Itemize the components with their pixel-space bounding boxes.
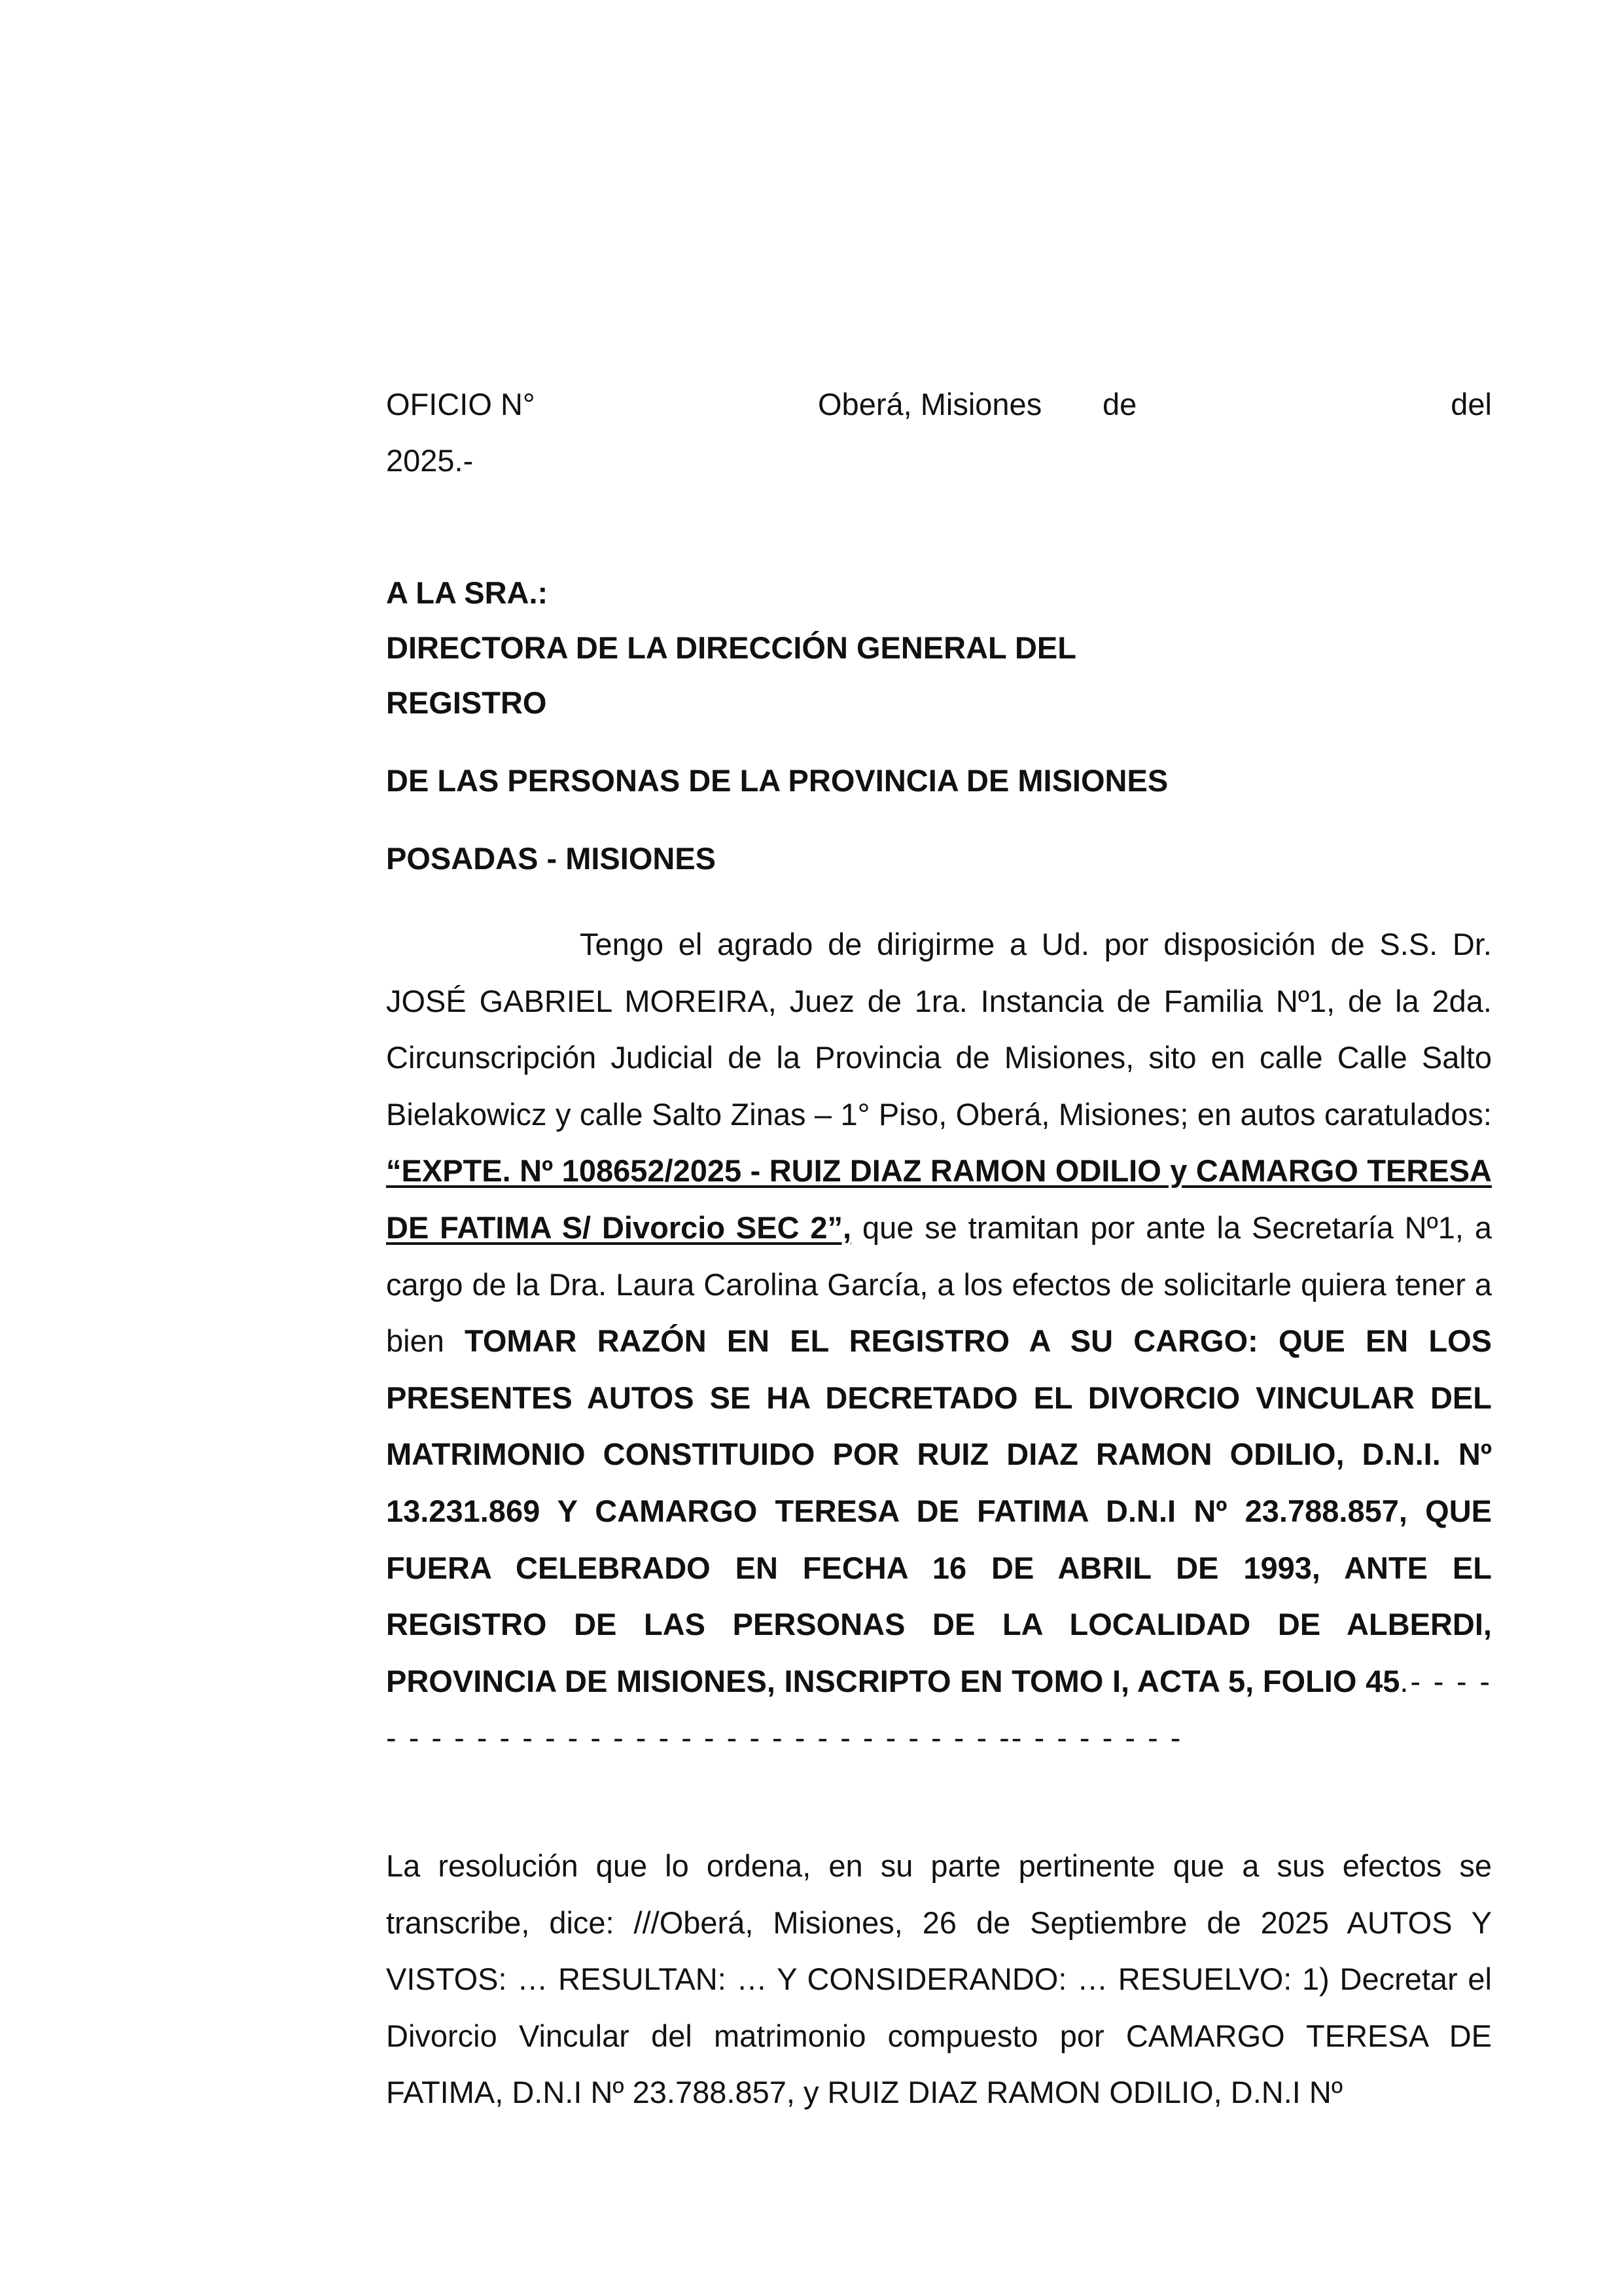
body-paragraph	[386, 916, 1492, 1767]
addressee-registry: REGISTRO	[386, 685, 547, 720]
registration-order: TOMAR RAZÓN EN EL REGISTRO A SU CARGO: QUE EN LOS PRESENTES AUTOS SE HA DECRETADO EL DIVORCIO VINCULAR DEL MATRIMONIO CONSTITUIDO POR RUIZ DIAZ RAMON ODILIO, D.N.I. Nº 13.231.869 Y CAMARGO TERESA DE FATIMA D.N.I Nº 23.788.857, QUE FUERA CELEBRADO EN FECHA 16 DE ABRIL DE 1993, ANTE EL REGISTRO DE LAS PERSONAS DE LA LOCALIDAD DE ALBERDI, PROVINCIA DE MISIONES, INSCRIPTO EN TOMO I, ACTA 5, FOLIO 45	[386, 1323, 1492, 1698]
filler-dashes: .- - - - - - - - - - - - - - - - - - - - - - - - - - - - - - - -- - - - - - - -	[386, 1663, 1492, 1755]
date-de-label: de	[1103, 387, 1137, 422]
oficio-label: OFICIO N°	[386, 387, 535, 422]
year-label: 2025.-	[386, 443, 474, 478]
case-reference: “EXPTE. Nº 108652/2025 - RUIZ DIAZ RAMON ODILIO y CAMARGO TERESA DE FATIMA S/ Divorcio SEC 2”,	[386, 1153, 1492, 1245]
letter-header	[386, 386, 1492, 423]
addressee-location: POSADAS - MISIONES	[386, 841, 716, 876]
resolution-paragraph: La resolución que lo ordena, en su parte pertinente que a sus efectos se transcribe, dice: ///Oberá, Misiones, 26 de Septiembre de 2025 AUTOS Y VISTOS: … RESULTAN: … Y CONSIDERANDO: … RESUELVO: 1) Decretar el Divorcio Vincular del matrimonio compuesto por CAMARGO TERESA DE FATIMA, D.N.I Nº 23.788.857, y RUIZ DIAZ RAMON ODILIO, D.N.I Nº	[386, 1848, 1492, 2110]
addressee-office: DE LAS PERSONAS DE LA PROVINCIA DE MISIONES	[386, 763, 1169, 798]
date-del-label: del	[1451, 387, 1492, 422]
city-label: Oberá, Misiones	[818, 387, 1042, 422]
addressee-title: DIRECTORA DE LA DIRECCIÓN GENERAL DEL	[386, 630, 1076, 665]
body-middle: que se tramitan por ante la Secretaría Nº1, a cargo de la Dra. Laura Carolina García, a los efectos de solicitarle quiera tener a bien	[386, 1210, 1492, 1359]
body-intro: Tengo el agrado de dirigirme a Ud. por disposición de S.S. Dr. JOSÉ GABRIEL MOREIRA, Juez de 1ra. Instancia de Familia Nº1, de la 2da. Circunscripción Judicial de la Provincia de Misiones, sito en calle Calle Salto Bielakowicz y calle Salto Zinas – 1° Piso, Oberá, Misiones; en autos caratulados:	[386, 927, 1492, 1132]
addressee-salutation: A LA SRA.:	[386, 575, 548, 610]
